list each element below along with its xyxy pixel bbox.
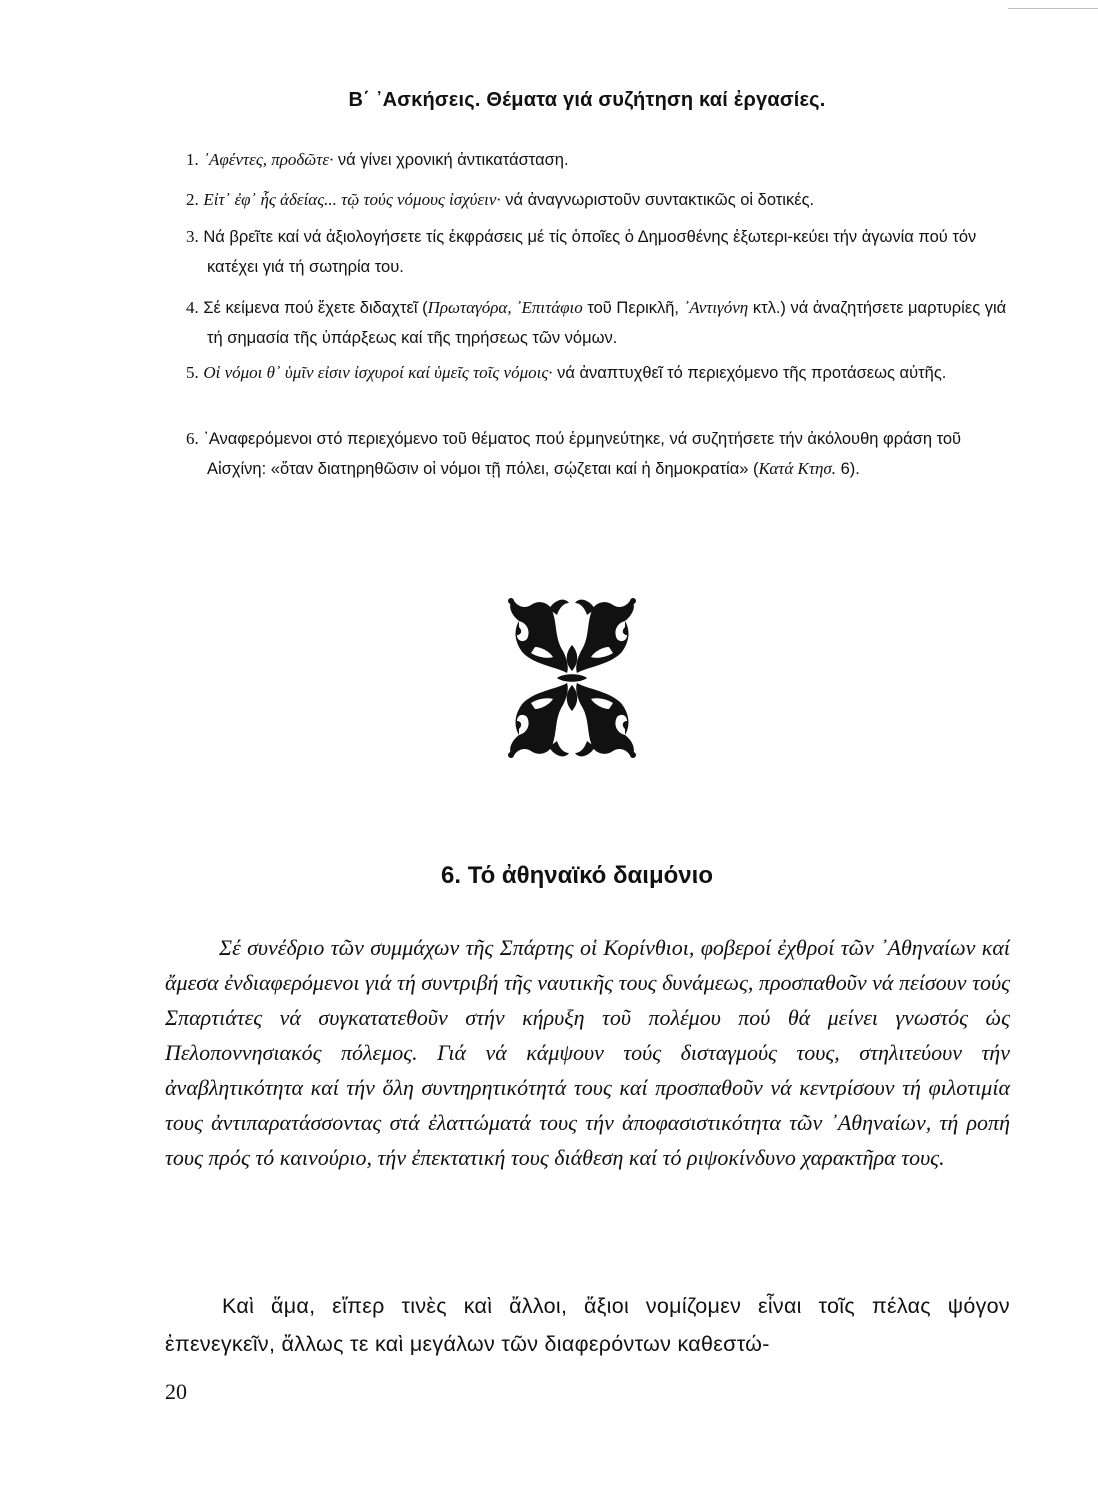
- exercise-works: Πρωταγόρα, ᾿Επιτάφιο: [427, 298, 583, 317]
- exercise-item-5: [186, 358, 1012, 388]
- exercise-text: νά ἀναπτυχθεῖ τό περιεχόμενο τῆς προτάσεως αὐτῆς.: [552, 364, 947, 382]
- thucydides-quote: Καὶ ἅμα, εἴπερ τινὲς καὶ ἄλλοι, ἄξιοι νομίζομεν εἶναι τοῖς πέλας ψόγον ἐπενεγκεῖν, ἄλλως τε καὶ μεγάλων τῶν διαφερόντων καθεστώ-: [165, 1294, 1010, 1356]
- exercise-number: 2.: [186, 190, 199, 209]
- exercise-number: 6.: [186, 429, 199, 448]
- exercise-number: 3.: [186, 227, 199, 246]
- exercise-item-6: [186, 424, 1012, 484]
- exercise-text: τοῦ Περικλῆ,: [582, 299, 684, 317]
- exercise-text: Σέ κείμενα πού ἔχετε διδαχτεῖ (: [203, 299, 428, 317]
- exercise-item-2: [186, 185, 1012, 215]
- exercise-text: νά γίνει χρονική ἀντικατάσταση.: [333, 151, 569, 169]
- ornament-petal: [508, 598, 569, 673]
- exercise-number: 5.: [186, 363, 199, 382]
- exercise-number: 4.: [186, 298, 199, 317]
- exercise-text: 6).: [836, 460, 860, 478]
- exercise-text: ᾿Αναφερόμενοι στό περιεχόμενο τοῦ θέματος πού ἑρμηνεύτηκε, νά συζητήσετε τήν ἀκόλουθη φράση τοῦ Αἰσχίνη: «ὅταν διατηρηθῶσιν οἱ νόμοι τῇ πόλει, σῴζεται καί ἡ δημοκρατία» (: [203, 430, 962, 478]
- exercise-item-1: [186, 145, 1012, 175]
- exercises-heading: Β΄ ᾿Ασκήσεις. Θέματα γιά συζήτηση καί ἐργασίες.: [348, 89, 826, 111]
- exercise-text: νά ἀναγνωριστοῦν συντακτικῶς οἱ δοτικές.: [500, 191, 815, 209]
- page-number: 20: [165, 1379, 187, 1404]
- exercise-item-3: [186, 222, 1012, 282]
- exercise-quote: Εἰτ᾿ ἐφ᾿ ἧς ἀδείας... τῷ τούς νόμους ἰσχύειν·: [203, 190, 501, 209]
- exercise-text: κτλ.) νά ἀναζητήσετε μαρτυρίες γιά τή σημασία τῆς ὑπάρξεως καί τῆς τηρήσεως τῶν νόμων.: [207, 299, 1007, 347]
- exercise-quote: ᾿Αφέντες, προδῶτε·: [203, 150, 334, 169]
- ornament-petal: [508, 683, 569, 758]
- exercise-quote: Οἱ νόμοι θ᾿ ὑμῖν εἰσιν ἰσχυροί καί ὑμεῖς τοῖς νόμοις·: [203, 363, 553, 382]
- chapter-intro: Σέ συνέδριο τῶν συμμάχων τῆς Σπάρτης οἱ Κορίνθιοι, φοβεροί ἐχθροί τῶν ᾿Αθηναίων καί ἄμεσα ἐνδιαφερόμενοι γιά τή συντριβή τῆς ναυτικῆς τους δυνάμεως, προσπαθοῦν νά πείσουν τούς Σπαρτιάτες νά συγκατατεθοῦν στήν κήρυξη τοῦ πολέμου πού θά μείνει γνωστός ὡς Πελοποννησιακός πόλεμος. Γιά νά κάμψουν τούς δισταγμούς τους, στηλιτεύουν τήν ἀναβλητικότητα καί τήν ὅλη συντηρητικότητά τους καί προσπαθοῦν νά κεντρίσουν τή φιλοτιμία τους ἀντιπαρατάσσοντας στά ἐλαττώματά τους τήν ἀποφασιστικότητα τῶν ᾿Αθηναίων, τή ροπή τους πρός τό καινούριο, τήν ἐπεκτατική τους διάθεση καί τό ριψοκίνδυνο χαρακτῆρα τους.: [165, 935, 1010, 1170]
- exercise-work: ᾿Αντιγόνη: [683, 298, 749, 317]
- exercise-number: 1.: [186, 150, 199, 169]
- top-edge-rule: [1008, 8, 1098, 9]
- exercise-item-4: [186, 293, 1012, 353]
- exercise-citation: Κατά Κτησ.: [758, 459, 837, 478]
- exercise-text: Νά βρεῖτε καί νά ἀξιολογήσετε τίς ἐκφράσεις μέ τίς ὁποῖες ὁ Δημοσθένης ἐξωτερι-κεύει τήν ἀγωνία πού τόν κατέχει γιά τή σωτηρία του.: [203, 228, 977, 276]
- floral-ornament-icon: [497, 593, 647, 763]
- chapter-title: 6. Τό ἀθηναϊκό δαιμόνιο: [441, 862, 713, 889]
- ornament-petal: [575, 683, 636, 758]
- ornament-petal: [575, 598, 636, 673]
- ornament-center: [557, 674, 587, 682]
